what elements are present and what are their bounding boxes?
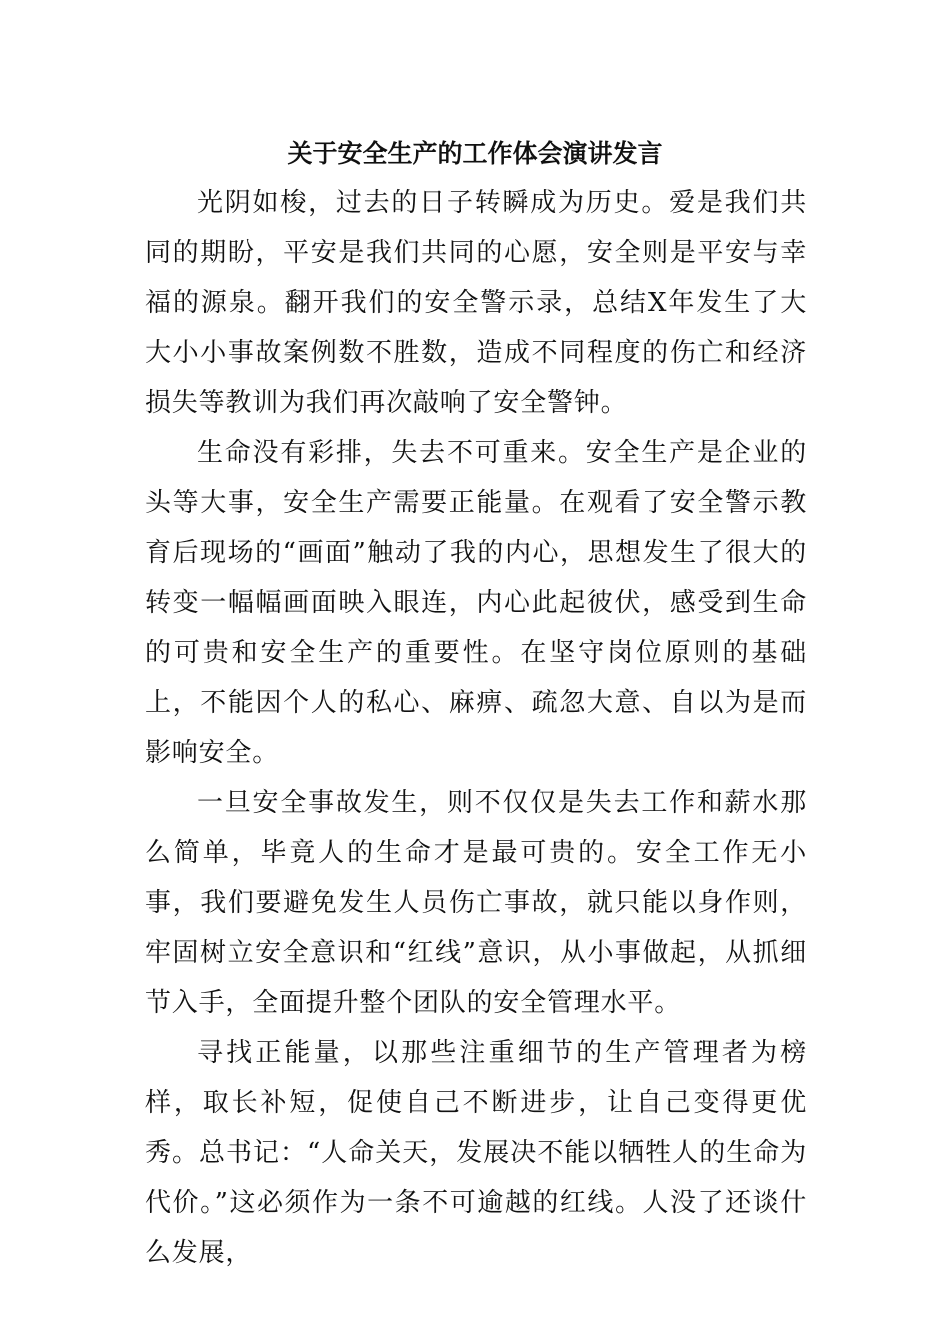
document-body xyxy=(145,178,807,1278)
paragraph-2: 生命没有彩排，失去不可重来。安全生产是企业的头等大事，安全生产需要正能量。在观看了安全警示教育后现场的“画面”触动了我的内心，思想发生了很大的转变一幅幅画面映入眼连，内心此起彼伏，感受到生命的可贵和安全生产的重要性。在坚守岗位原则的基础上，不能因个人的私心、麻痹、疏忽大意、自以为是而影响安全。 xyxy=(145,438,807,768)
paragraph-4: 寻找正能量，以那些注重细节的生产管理者为榜样，取长补短，促使自己不断进步，让自己变得更优秀。总书记：“人命关天，发展决不能以牺牲人的生命为代价。”这必须作为一条不可逾越的红线。人没了还谈什么发展， xyxy=(145,1038,807,1268)
document-title: 关于安全生产的工作体会演讲发言 xyxy=(287,139,663,168)
paragraph-3: 一旦安全事故发生，则不仅仅是失去工作和薪水那么简单，毕竟人的生命才是最可贵的。安全工作无小事，我们要避免发生人员伤亡事故，就只能以身作则，牢固树立安全意识和“红线”意识，从小事做起，从抓细节入手，全面提升整个团队的安全管理水平。 xyxy=(145,788,807,1018)
paragraph-1: 光阴如梭，过去的日子转瞬成为历史。爱是我们共同的期盼，平安是我们共同的心愿，安全则是平安与幸福的源泉。翻开我们的安全警示录，总结X年发生了大大小小事故案例数不胜数，造成不同程度的伤亡和经济损失等教训为我们再次敲响了安全警钟。 xyxy=(145,188,807,418)
